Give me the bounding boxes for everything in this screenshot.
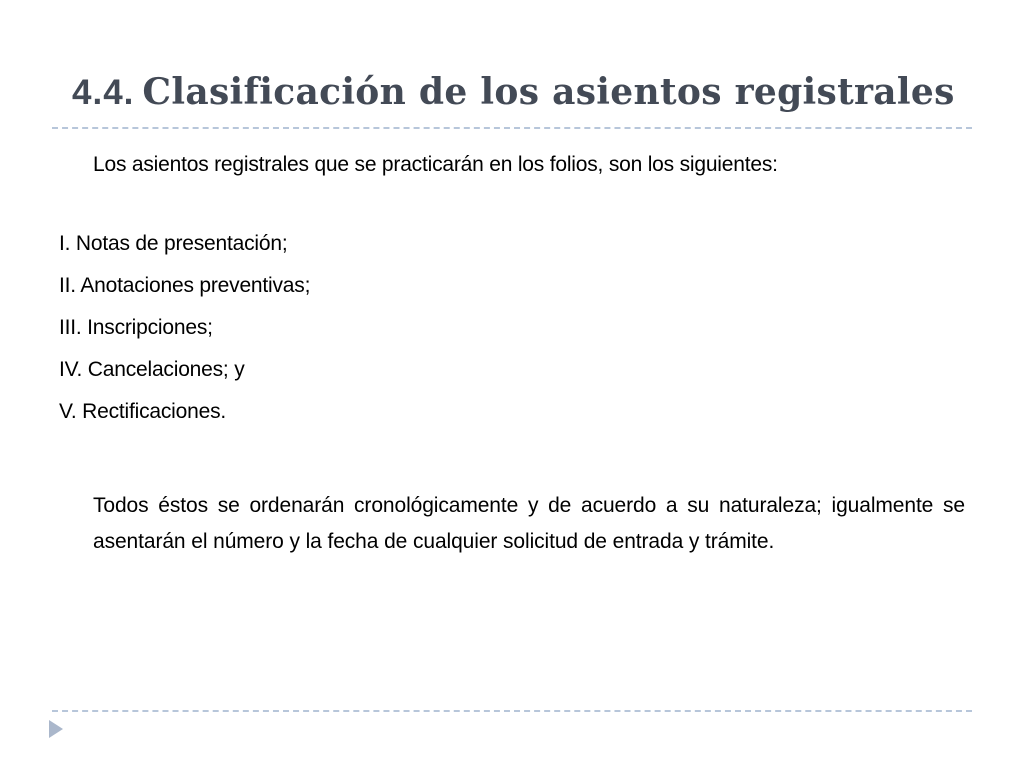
- title-divider: [52, 127, 972, 129]
- intro-text: Los asientos registrales que se practicarán en los folios, son los siguientes:: [93, 153, 778, 176]
- closing-paragraph: Todos éstos se ordenarán cronológicamente y de acuerdo a su naturaleza; igualmente se asentarán el número y la fecha de cualquier solicitud de entrada y trámite.: [93, 494, 965, 553]
- entries-list: [59, 231, 310, 441]
- slide-title: [72, 71, 955, 113]
- title-text: Clasificación de los asientos registrales: [142, 71, 955, 113]
- list-item: IV. Cancelaciones; y: [59, 358, 245, 381]
- title-number: 4.4.: [72, 73, 135, 112]
- list-item: III. Inscripciones;: [59, 316, 213, 339]
- list-item: I. Notas de presentación;: [59, 232, 288, 255]
- footer-divider: [52, 710, 972, 712]
- list-item: V. Rectificaciones.: [59, 400, 227, 423]
- triangle-right-icon: [49, 720, 63, 738]
- list-item: II. Anotaciones preventivas;: [59, 274, 311, 297]
